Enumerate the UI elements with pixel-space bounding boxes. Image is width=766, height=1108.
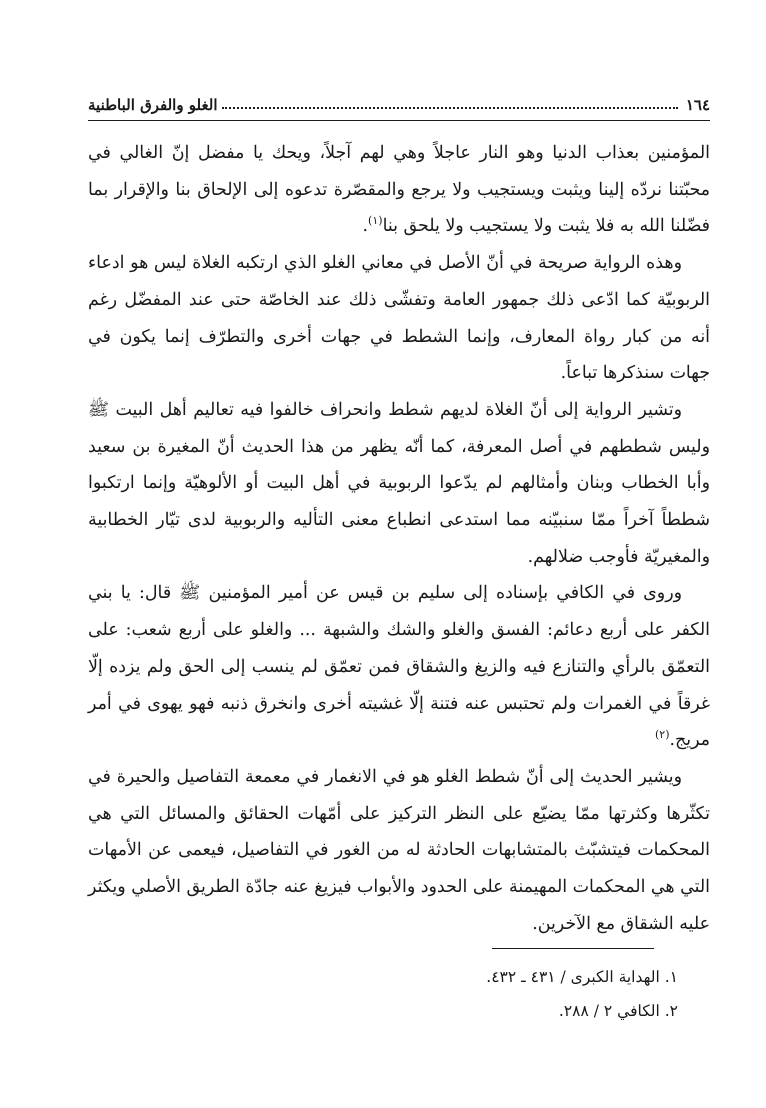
paragraph-4 [88, 575, 710, 759]
paragraph-1-end: . [362, 216, 369, 237]
header-leader-dots [222, 107, 678, 109]
paragraph-1-text: المؤمنين بعذاب الدنيا وهو النار عاجلاً وهي لهم آجلاً، ويحك يا مفضل إنّ الغالي في محبّتنا نردّه إلينا ويثبت ويستجيب ولا يرجع والمقصّرة تدعوه إلى الإلحاق بنا والإقرار بما فضّلنا الله به فلا يثبت ولا يستجيب ولا يلحق بنا [88, 143, 710, 237]
footnote-separator [492, 948, 654, 949]
paragraph-2: وهذه الرواية صريحة في أنّ الأصل في معاني الغلو الذي ارتكبه الغلاة ليس هو ادعاء الربوبيّة كما ادّعى ذلك جمهور العامة وتفشّى ذلك عند الخاصّة حتى عند المفضّل رغم أنه من كبار رواة المعارف، وإنما الشطط في جهات أخرى والتطرّف إنما يكون في جهات سنذكرها تباعاً. [88, 253, 710, 384]
footnote-ref-2: (٢) [654, 728, 670, 742]
page-number: ١٦٤ [685, 96, 710, 114]
header-rule [88, 120, 710, 121]
footnote-1: ١. الهداية الكبرى / ٤٣١ ـ ٤٣٢. [486, 968, 678, 986]
main-text [88, 135, 710, 942]
paragraph-5: ويشير الحديث إلى أنّ شطط الغلو هو في الانغمار في معمعة التفاصيل والحيرة في تكثّرها وكثرتها ممّا يضيّع على النظر التركيز على أمّهات الحقائق والمسائل التي هي المحكمات فيتشبّث بالمتشابهات الحادثة له من الغور في التفاصيل، فيعمى عن الأمهات التي هي المحكمات المهيمنة على الحدود والأبواب فيزيغ عنه جادّة الطريق الأصلي ويكثر عليه الشقاق مع الآخرين. [87, 766, 710, 934]
paragraph-1 [88, 135, 710, 245]
footnote-2: ٢. الكافي ٢ / ٢٨٨. [558, 1002, 678, 1020]
paragraph-4-text: وروى في الكافي بإسناده إلى سليم بن قيس عن أمير المؤمنين ﷺ قال: يا بني الكفر على أربع دعائم: الفسق والغلو والشك والشبهة ... والغلو على أربع شعب: على التعمّق بالرأي والتنازع فيه والزيغ والشقاق فمن تعمّق لم ينسب إلى الحق ولم يزده إلّا غرقاً في الغمرات ولم تحتبس عنه فتنة إلّا غشيته أخرى وانخرق ذنبه فهو يهوى في أمر مريج. [88, 583, 710, 751]
running-header [88, 92, 710, 118]
paragraph-3: وتشير الرواية إلى أنّ الغلاة لديهم شطط وانحراف خالفوا فيه تعاليم أهل البيت ﷺ وليس شططهم في أصل المعرفة، كما أنّه يظهر من هذا الحديث أنّ المغيرة بن سعيد وأبا الخطاب وبنان وأمثالهم لم يدّعوا الربوبية في أهل البيت أو الألوهيّة وإنما ارتكبوا شططاً آخراً ممّا سنبيّنه مما استدعى انطباع معنى التأليه والربوبية لدى تيّار الخطابية والمغيريّة فأوجب ضلالهم. [88, 399, 710, 567]
running-title: الغلو والفرق الباطنية [88, 96, 218, 114]
footnote-ref-1: (١) [368, 214, 383, 228]
footnotes [178, 960, 678, 1028]
